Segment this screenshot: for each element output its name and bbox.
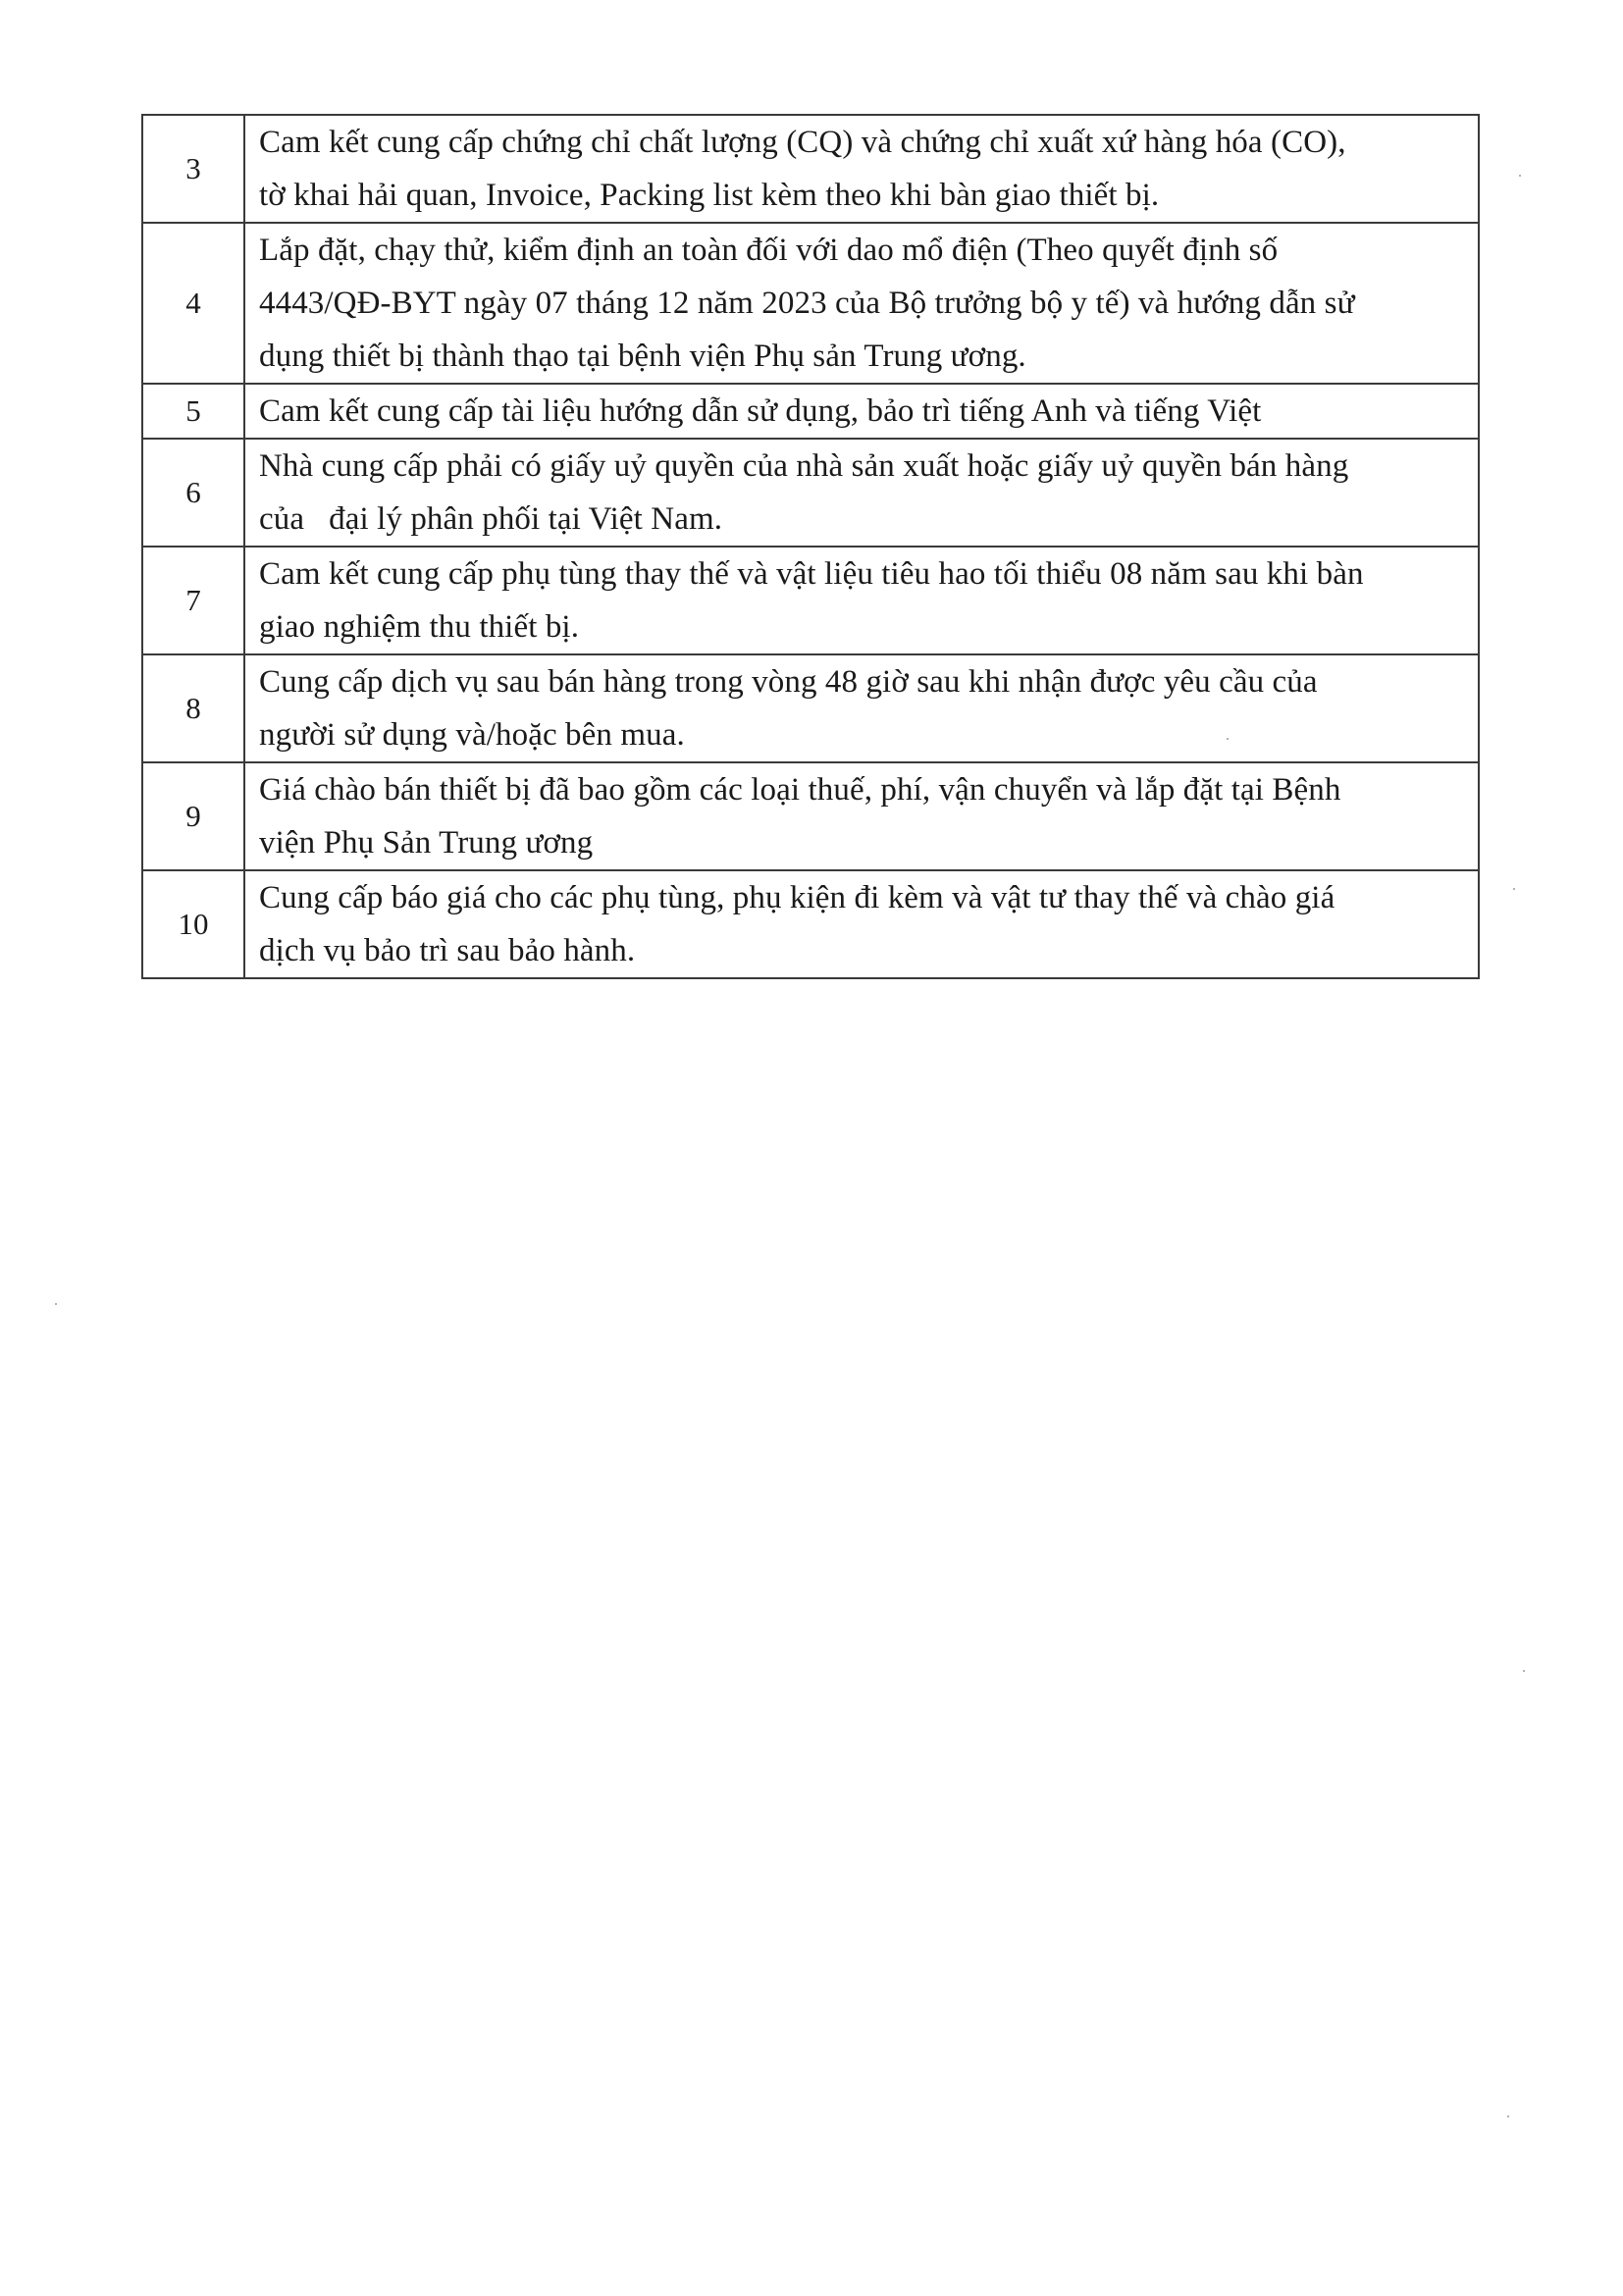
- requirement-text-line: của đại lý phân phối tại Việt Nam.: [259, 501, 723, 537]
- table-row: [142, 547, 1479, 654]
- requirement-text-line: 4443/QĐ-BYT ngày 07 tháng 12 năm 2023 của Bộ trưởng bộ y tế) và hướng dẫn sử: [259, 286, 1355, 321]
- table-row: [142, 115, 1479, 223]
- table-row: [142, 384, 1479, 439]
- requirement-text-line: giao nghiệm thu thiết bị.: [259, 609, 580, 645]
- requirement-text-cell: [244, 439, 1479, 547]
- row-number-cell: 7: [142, 547, 244, 654]
- scan-speck: [1523, 1670, 1525, 1672]
- requirement-text-line: Nhà cung cấp phải có giấy uỷ quyền của nhà sản xuất hoặc giấy uỷ quyền bán hàng: [259, 448, 1349, 484]
- row-number-cell: 6: [142, 439, 244, 547]
- table-row: [142, 439, 1479, 547]
- scan-speck: [1519, 175, 1521, 177]
- row-number-cell: 8: [142, 654, 244, 762]
- row-number-cell: 9: [142, 762, 244, 870]
- requirement-text-line: Giá chào bán thiết bị đã bao gồm các loại thuế, phí, vận chuyển và lắp đặt tại Bệnh: [259, 772, 1341, 808]
- row-number-cell: 10: [142, 870, 244, 978]
- requirement-text-cell: [244, 654, 1479, 762]
- scan-speck: [1513, 888, 1515, 890]
- table-row: [142, 654, 1479, 762]
- requirement-text-line: tờ khai hải quan, Invoice, Packing list kèm theo khi bàn giao thiết bị.: [259, 178, 1160, 213]
- requirements-table-body: [142, 115, 1479, 978]
- row-number-cell: 3: [142, 115, 244, 223]
- requirement-text-cell: [244, 547, 1479, 654]
- requirements-table: [141, 114, 1480, 979]
- scan-speck: [1507, 2115, 1509, 2117]
- table-row: [142, 762, 1479, 870]
- requirement-text-line: viện Phụ Sản Trung ương: [259, 825, 594, 861]
- table-row: [142, 870, 1479, 978]
- requirement-text-line: Cam kết cung cấp phụ tùng thay thế và vật liệu tiêu hao tối thiểu 08 năm sau khi bàn: [259, 556, 1364, 592]
- row-number-cell: 5: [142, 384, 244, 439]
- requirement-text-cell: [244, 762, 1479, 870]
- requirement-text-cell: [244, 384, 1479, 439]
- requirement-text-line: Lắp đặt, chạy thử, kiểm định an toàn đối với dao mổ điện (Theo quyết định số: [259, 233, 1279, 268]
- requirement-text-line: dụng thiết bị thành thạo tại bệnh viện Phụ sản Trung ương.: [259, 339, 1026, 374]
- scan-speck: [55, 1303, 57, 1305]
- requirement-text-line: người sử dụng và/hoặc bên mua.: [259, 717, 685, 753]
- requirement-text-cell: [244, 870, 1479, 978]
- requirement-text-cell: [244, 223, 1479, 384]
- requirement-text-line: Cung cấp báo giá cho các phụ tùng, phụ kiện đi kèm và vật tư thay thế và chào giá: [259, 880, 1335, 915]
- row-number-cell: 4: [142, 223, 244, 384]
- scan-speck: [1227, 738, 1229, 740]
- requirement-text-cell: [244, 115, 1479, 223]
- requirement-text-line: Cam kết cung cấp tài liệu hướng dẫn sử dụng, bảo trì tiếng Anh và tiếng Việt: [259, 393, 1262, 429]
- requirement-text-line: Cung cấp dịch vụ sau bán hàng trong vòng 48 giờ sau khi nhận được yêu cầu của: [259, 664, 1318, 700]
- requirement-text-line: Cam kết cung cấp chứng chỉ chất lượng (CQ) và chứng chỉ xuất xứ hàng hóa (CO),: [259, 125, 1346, 160]
- table-row: [142, 223, 1479, 384]
- requirement-text-line: dịch vụ bảo trì sau bảo hành.: [259, 933, 636, 968]
